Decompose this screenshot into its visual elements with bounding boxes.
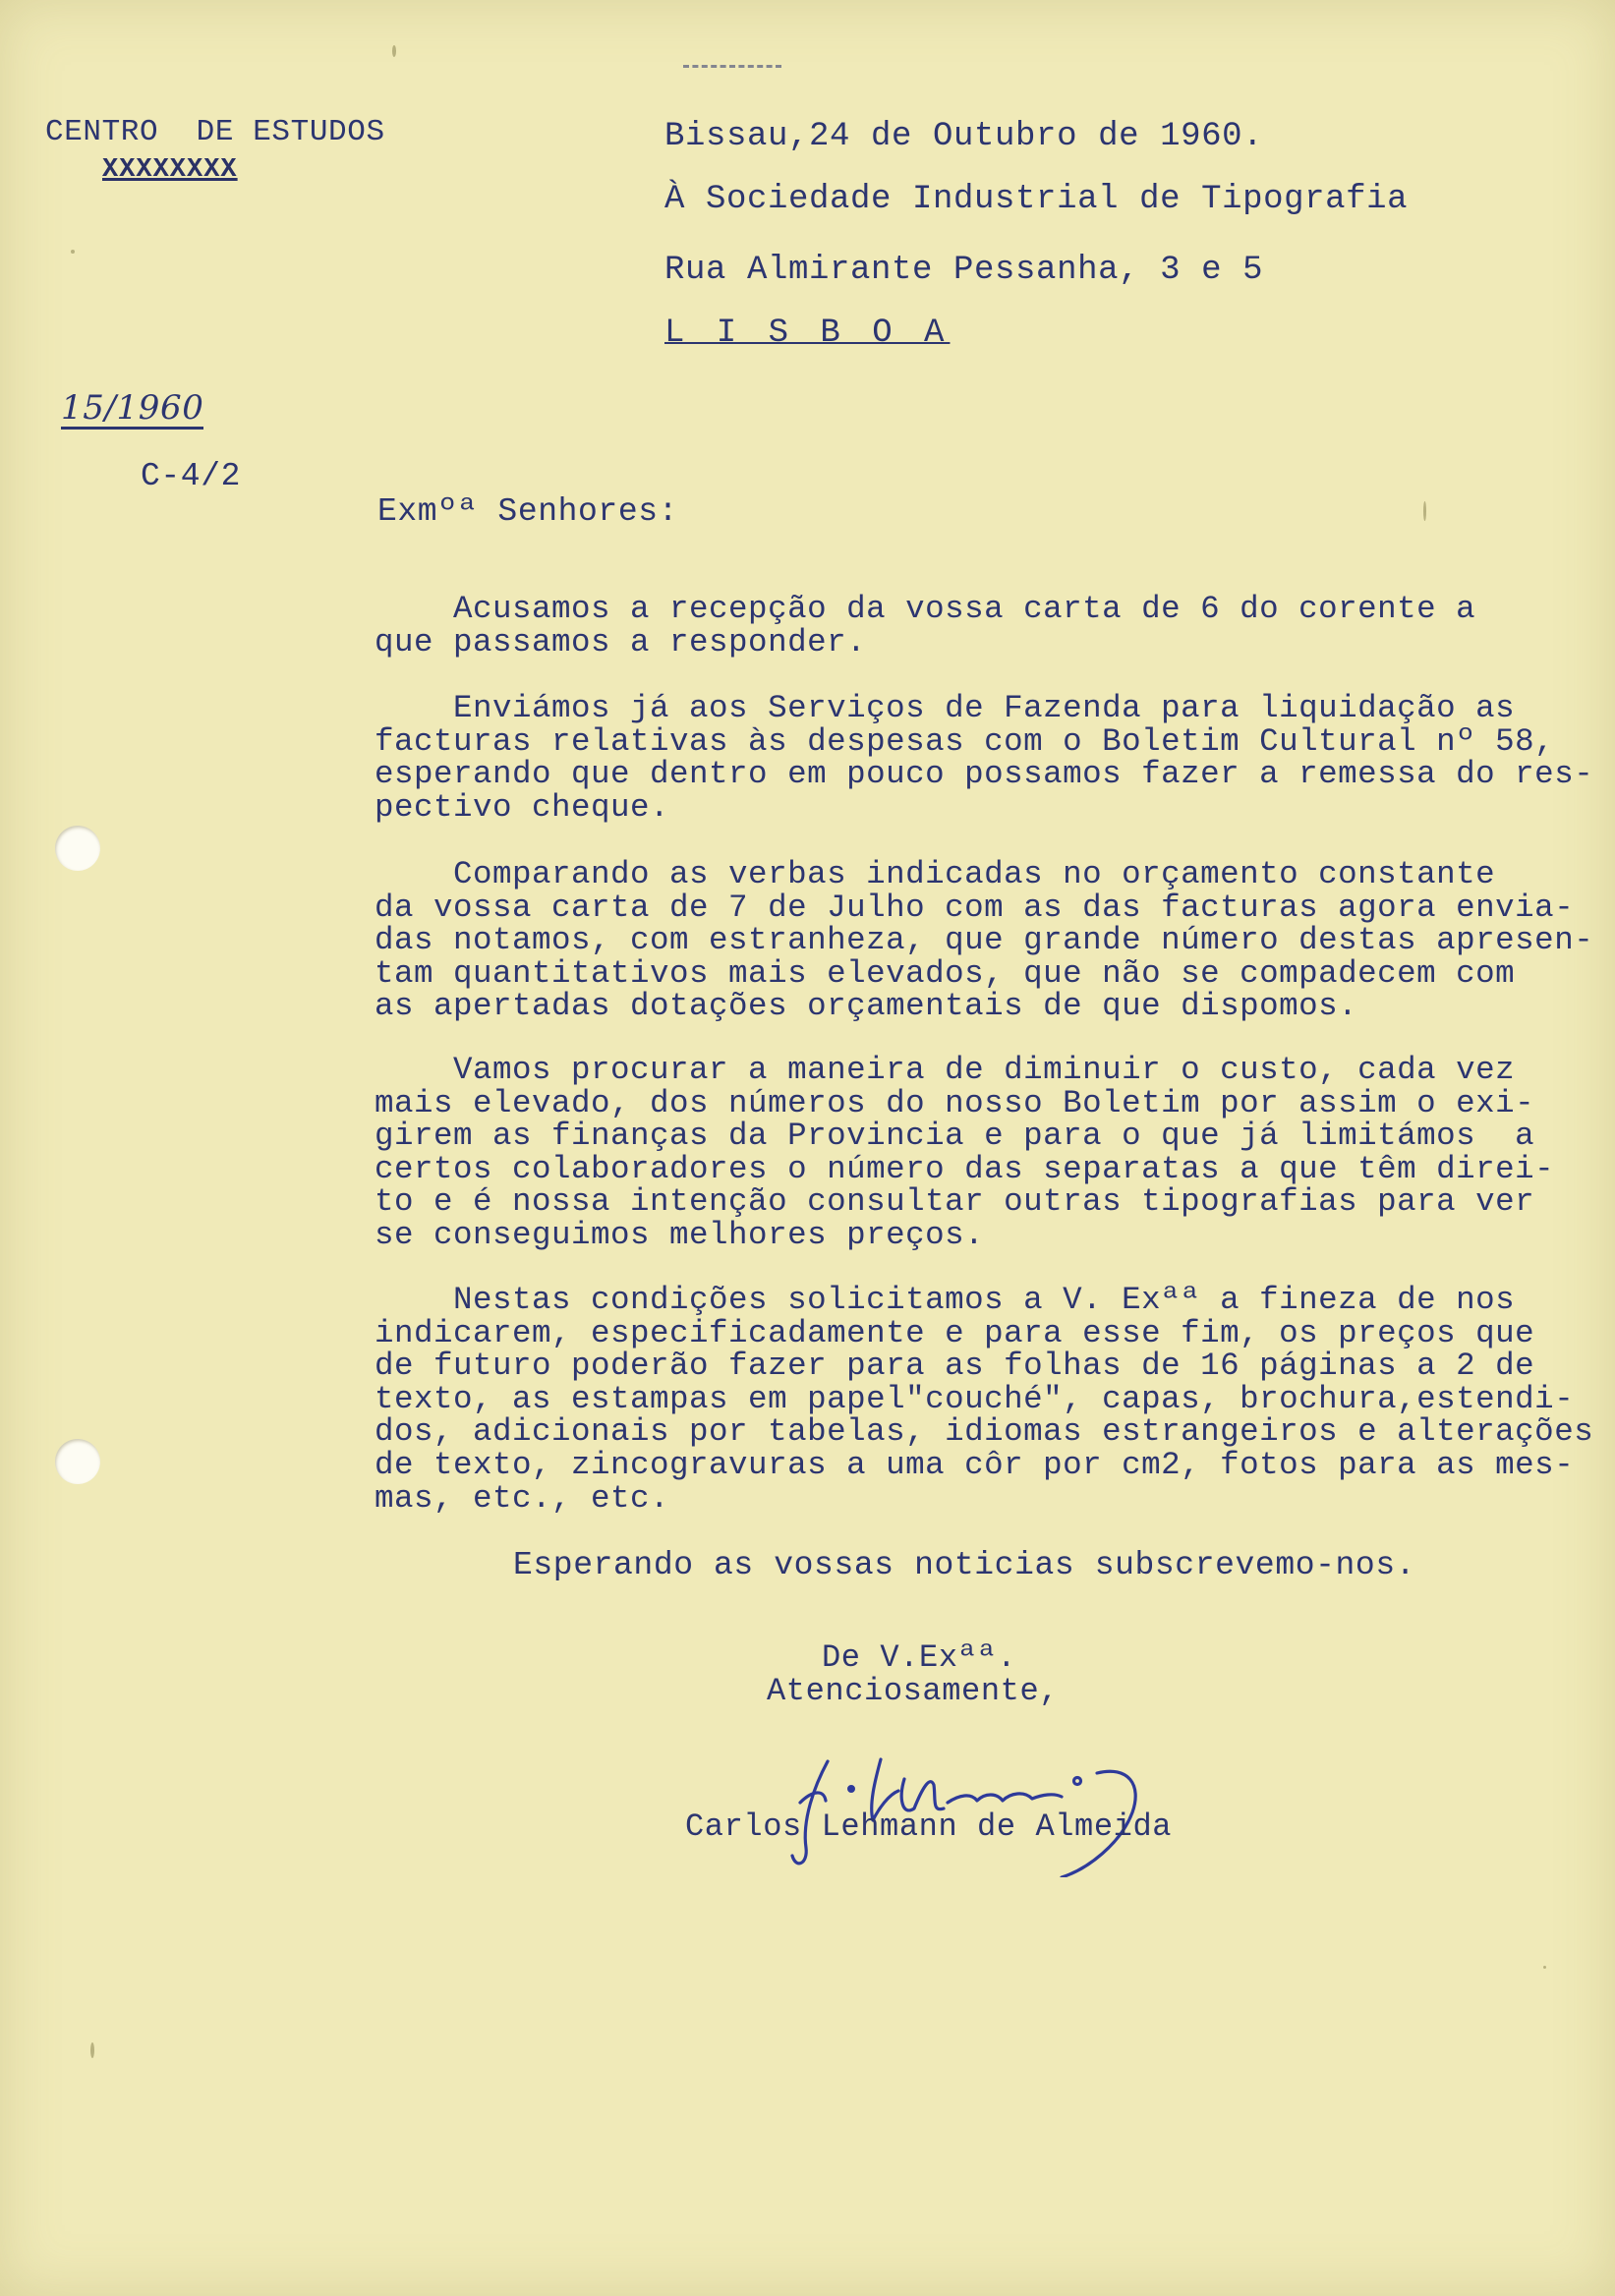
paragraph-5 [375,1282,1594,1517]
signatory-name: Carlos Lehmann de Almeida [685,1808,1173,1845]
punch-hole [55,826,100,871]
city-line: L I S B O A [664,315,951,352]
salutation: Exmºª Senhores: [377,493,679,530]
paragraph-line: de futuro poderão fazer para as folhas de 16 páginas a 2 de [375,1348,1535,1385]
paragraph-1 [375,593,1584,659]
reference-code: C-4/2 [141,458,242,494]
paper-speck [71,250,75,254]
paragraph-4 [375,1054,1584,1252]
paragraph-line: indicarem, especificadamente e para esse fim, os preços que [375,1314,1535,1351]
paragraph-line: mas, etc., etc. [375,1479,670,1517]
paragraph-line: pectivo cheque. [375,788,670,826]
closing-line: Esperando as vossas noticias subscrevemo-nos. [513,1547,1416,1583]
paragraph-line: certos colaboradores o número das separatas a que têm direi- [375,1150,1555,1187]
institution-header: CENTRO DE ESTUDOS [45,115,385,149]
recipient-line: À Sociedade Industrial de Tipografia [664,181,1409,218]
paragraph-line: to e é nossa intenção consultar outras tipografias para ver [375,1183,1535,1221]
paragraph-line: Acusamos a recepção da vossa carta de 6 do corente a [375,591,1476,627]
paragraph-line: esperando que dentro em pouco possamos fazer a remessa do res- [375,756,1594,793]
paragraph-line: dos, adicionais por tabelas, idiomas estrangeiros e alterações [375,1413,1594,1451]
paragraph-line: das notamos, com estranheza, que grande número destas apresen- [375,922,1594,959]
paper-speck [90,2042,94,2058]
paragraph-line: Nestas condições solicitamos a V. Exªª a fineza de nos [375,1282,1516,1318]
paragraph-line: girem as finanças da Provincia e para o que já limitámos a [375,1118,1535,1155]
paragraph-line: tam quantitativos mais elevados, que não se compadecem com [375,954,1516,992]
letter-date: Bissau,24 de Outubro de 1960. [664,118,1264,155]
paragraph-line: mais elevado, dos números do nosso Boletim por assim o exi- [375,1084,1535,1121]
paragraph-line: de texto, zincogravuras a uma côr por cm2, fotos para as mes- [375,1446,1575,1483]
struck-out-text: XXXXXXXX [102,155,238,185]
signoff-regards: Atenciosamente, [767,1673,1060,1709]
paragraph-line: Enviámos já aos Serviços de Fazenda para liquidação as [375,690,1516,726]
paragraph-line: Comparando as verbas indicadas no orçamento constante [375,856,1496,892]
paragraph-line: se conseguimos melhores preços. [375,1216,985,1253]
top-dash-mark [683,65,781,72]
paragraph-line: facturas relativas às despesas com o Boletim Cultural nº 58, [375,722,1555,760]
paragraph-2 [375,690,1594,826]
signoff-courtesy: De V.Exªª. [822,1639,1017,1676]
reference-number: 15/1960 [61,388,204,428]
paragraph-3 [375,856,1594,1025]
paragraph-line: da vossa carta de 7 de Julho com as das facturas agora envia- [375,889,1575,926]
handwritten-signature [767,1730,1278,1877]
paragraph-line: as apertadas dotações orçamentais de que dispomos. [375,988,1358,1025]
paper-speck [1543,1966,1546,1969]
street-line: Rua Almirante Pessanha, 3 e 5 [664,252,1264,289]
paper-speck [392,45,396,57]
paper-speck [1423,501,1426,521]
paragraph-line: texto, as estampas em papel"couché", capas, brochura,estendi- [375,1380,1575,1417]
paragraph-line: que passamos a responder. [375,623,867,660]
punch-hole [55,1439,100,1484]
paragraph-line: Vamos procurar a maneira de diminuir o custo, cada vez [375,1052,1516,1088]
